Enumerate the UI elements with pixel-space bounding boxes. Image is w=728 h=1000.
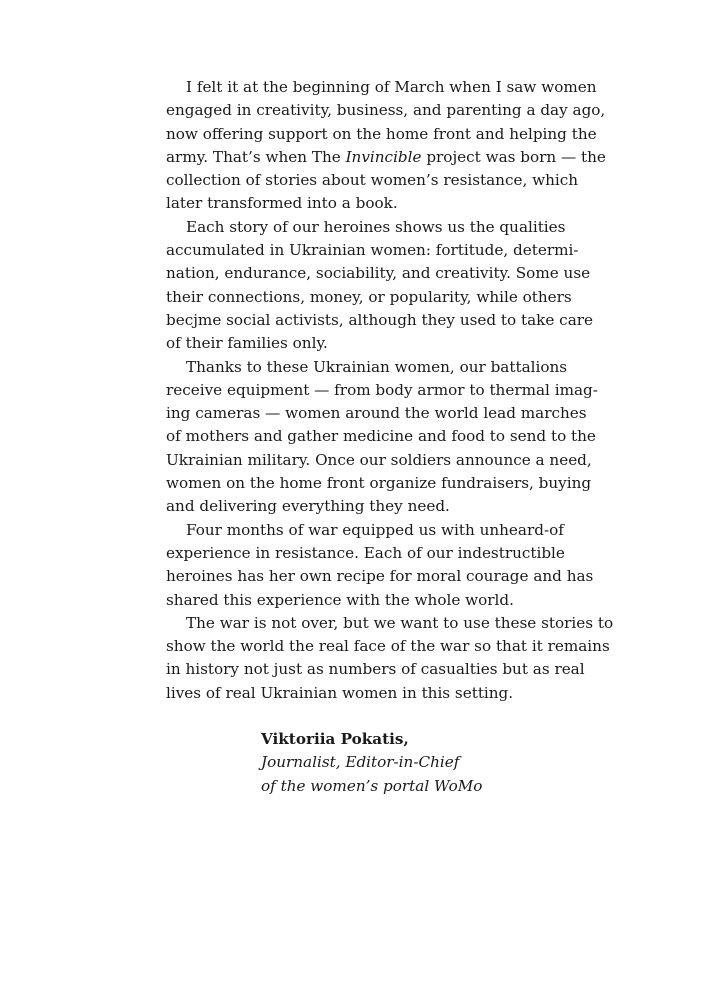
text-line: their connections, money, or popularity, while others <box>166 287 572 306</box>
text-line: receive equipment — from body armor to thermal imag- <box>166 380 598 399</box>
text-line: ing cameras — women around the world lead marches <box>166 404 587 423</box>
text-line: Each story of our heroines shows us the qualities <box>186 217 566 236</box>
text-line: experience in resistance. Each of our indestructible <box>166 543 565 562</box>
text-line: collection of stories about women’s resistance, which <box>166 171 579 190</box>
text-line: nation, endurance, sociability, and creativity. Some use <box>166 264 591 283</box>
text-line: shared this experience with the whole world. <box>166 590 514 609</box>
paragraph <box>166 356 598 519</box>
text-run: army. That’s when The <box>166 147 346 166</box>
text-line: of their families only. <box>166 334 328 353</box>
paragraph <box>166 216 593 356</box>
text-line: Thanks to these Ukrainian women, our battalions <box>186 357 568 376</box>
text-line: I felt it at the beginning of March when I saw women <box>186 78 597 96</box>
text-line: becjme social activists, although they used to take care <box>166 310 593 329</box>
signature-block <box>261 728 482 798</box>
author-role: Journalist, Editor-in-Chief <box>261 753 460 772</box>
text-line: The war is not over, but we want to use these stories to <box>186 613 614 632</box>
text-line: in history not just as numbers of casualties but as real <box>166 660 585 679</box>
letter-body <box>166 76 614 705</box>
project-title: Invincible <box>345 147 422 166</box>
text-line-mixed <box>166 146 606 169</box>
text-line: heroines has her own recipe for moral courage and has <box>166 567 594 586</box>
author-name: Viktoriia Pokatis, <box>261 730 409 748</box>
text-line: accumulated in Ukrainian women: fortitude, determi- <box>166 241 579 260</box>
text-line: Ukrainian military. Once our soldiers announce a need, <box>166 450 592 469</box>
text-line: lives of real Ukrainian women in this setting. <box>166 683 514 702</box>
text-line: Four months of war equipped us with unheard-of <box>186 520 564 539</box>
text-line: now offering support on the home front and helping the <box>166 124 597 143</box>
paragraph <box>166 519 594 612</box>
text-line: women on the home front organize fundraisers, buying <box>166 474 592 493</box>
text-run: project was born — the <box>421 147 606 166</box>
author-affiliation: of the women’s portal WoMo <box>261 776 483 795</box>
text-line: later transformed into a book. <box>166 194 398 213</box>
text-line: engaged in creativity, business, and parenting a day ago, <box>166 101 606 120</box>
paragraph <box>166 612 614 705</box>
text-line: and delivering everything they need. <box>166 497 450 516</box>
paragraph <box>166 76 606 216</box>
text-line: show the world the real face of the war so that it remains <box>166 637 610 656</box>
text-line: of mothers and gather medicine and food to send to the <box>166 427 596 446</box>
